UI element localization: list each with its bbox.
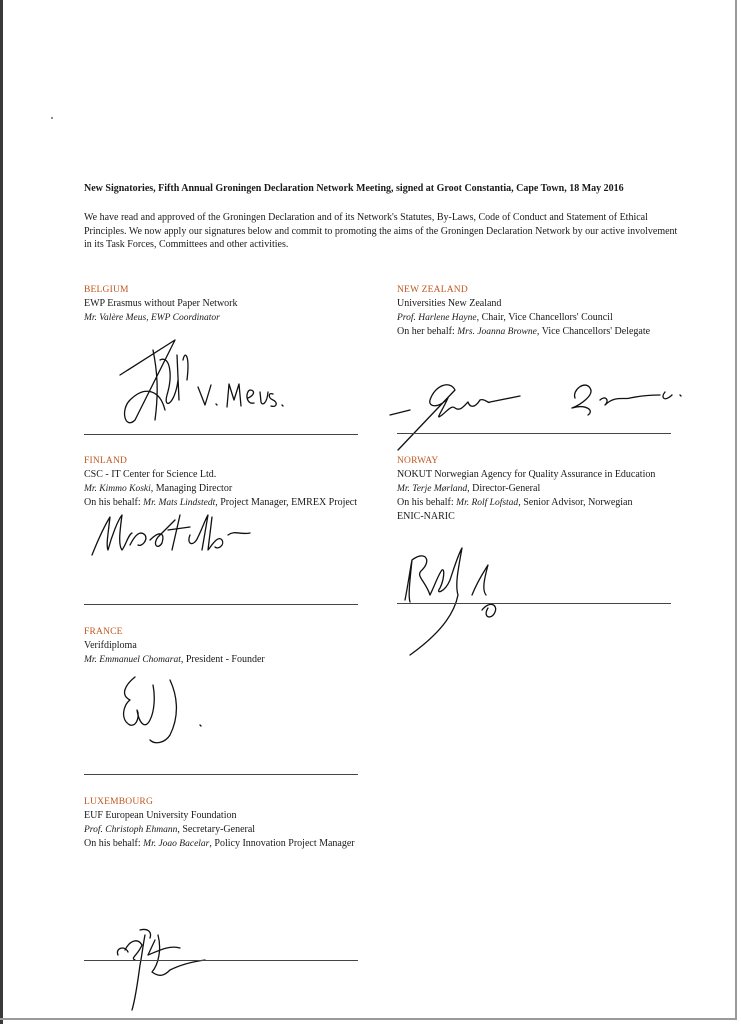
signature-luxembourg	[110, 920, 220, 1015]
person-name: Prof. Harlene Hayne	[397, 313, 477, 323]
behalf-role: , Vice Chancellors' Delegate	[536, 326, 651, 337]
organization: EUF European University Foundation	[84, 810, 237, 821]
person-role: , Secretary-General	[177, 824, 256, 835]
intro-paragraph: We have read and approved of the Groningen Declaration and of its Network's Statutes, By-Laws, Code of Conduct and Statement of Ethical Principles. We now apply our signatures below and commit to promoting the aims of the Groningen Declaration Network by our active involvement in its Task Forces, Committees and other activities.	[84, 212, 678, 250]
signatory-line	[397, 482, 697, 496]
person-name: Mr. Emmanuel Chomarat	[84, 655, 181, 665]
behalf-prefix: On his behalf:	[397, 497, 457, 508]
signatory-finland	[84, 454, 384, 510]
behalf-prefix: On his behalf:	[84, 838, 144, 849]
country-label: NORWAY	[397, 456, 439, 466]
on-behalf-line	[397, 325, 697, 339]
behalf-prefix: On his behalf:	[84, 497, 144, 508]
scan-speck	[51, 117, 53, 119]
signatory-belgium	[84, 283, 384, 325]
organization: EWP Erasmus without Paper Network	[84, 298, 238, 309]
signature-line	[84, 434, 358, 435]
country-label: BELGIUM	[84, 285, 129, 295]
signature-france	[115, 665, 215, 750]
country-label: FRANCE	[84, 627, 123, 637]
signature-belgium	[115, 320, 315, 440]
on-behalf-line	[397, 496, 697, 510]
behalf-role: , Project Manager, EMREX Project	[215, 497, 358, 508]
signatory-line	[84, 482, 384, 496]
signatory-line	[84, 823, 384, 837]
organization: CSC - IT Center for Science Ltd.	[84, 469, 217, 480]
signature-line	[84, 774, 358, 775]
behalf-person: Mr. Joao Bacelar	[143, 839, 210, 849]
person-role: , Managing Director	[150, 483, 233, 494]
organization: Universities New Zealand	[397, 298, 502, 309]
organization: NOKUT Norwegian Agency for Quality Assurance in Education	[397, 469, 656, 480]
signature-norway	[400, 540, 530, 660]
person-name: Mr. Terje Mørland	[397, 484, 468, 494]
signature-line	[84, 604, 358, 605]
signatory-new-zealand	[397, 283, 697, 339]
person-name: Mr. Valère Meus	[84, 313, 147, 323]
person-name: Mr. Kimmo Koski	[84, 484, 151, 494]
signatory-france	[84, 625, 384, 667]
behalf-person: Mr. Mats Lindstedt	[143, 498, 216, 508]
person-role: , President - Founder	[180, 654, 265, 665]
signature-new-zealand	[390, 360, 700, 460]
signature-line	[397, 603, 671, 604]
behalf-person: Mr. Rolf Lofstad	[456, 498, 519, 508]
person-role: , Director-General	[467, 483, 541, 494]
organization: Verifdiploma	[84, 640, 137, 651]
behalf-prefix: On her behalf:	[397, 326, 458, 337]
document-heading: New Signatories, Fifth Annual Groningen Declaration Network Meeting, signed at Groot Constantia, Cape Town, 18 May 2016	[84, 183, 624, 194]
signature-line	[397, 433, 671, 434]
behalf-role: , Senior Advisor, Norwegian	[518, 497, 633, 508]
signature-line	[84, 960, 358, 961]
signatory-norway	[397, 454, 697, 524]
signatory-line	[397, 311, 697, 325]
country-label: NEW ZEALAND	[397, 285, 468, 295]
behalf-role: , Policy Innovation Project Manager	[209, 838, 355, 849]
person-role: , Chair, Vice Chancellors' Council	[476, 312, 613, 323]
person-name: Prof. Christoph Ehmann	[84, 825, 178, 835]
signature-finland	[90, 505, 270, 560]
signatory-luxembourg	[84, 795, 384, 851]
country-label: FINLAND	[84, 456, 128, 466]
on-behalf-line	[84, 837, 384, 851]
behalf-role-continued: ENIC-NARIC	[397, 511, 455, 522]
country-label: LUXEMBOURG	[84, 797, 154, 807]
person-role: , EWP Coordinator	[146, 313, 220, 323]
behalf-person: Mrs. Joanna Browne	[457, 327, 537, 337]
